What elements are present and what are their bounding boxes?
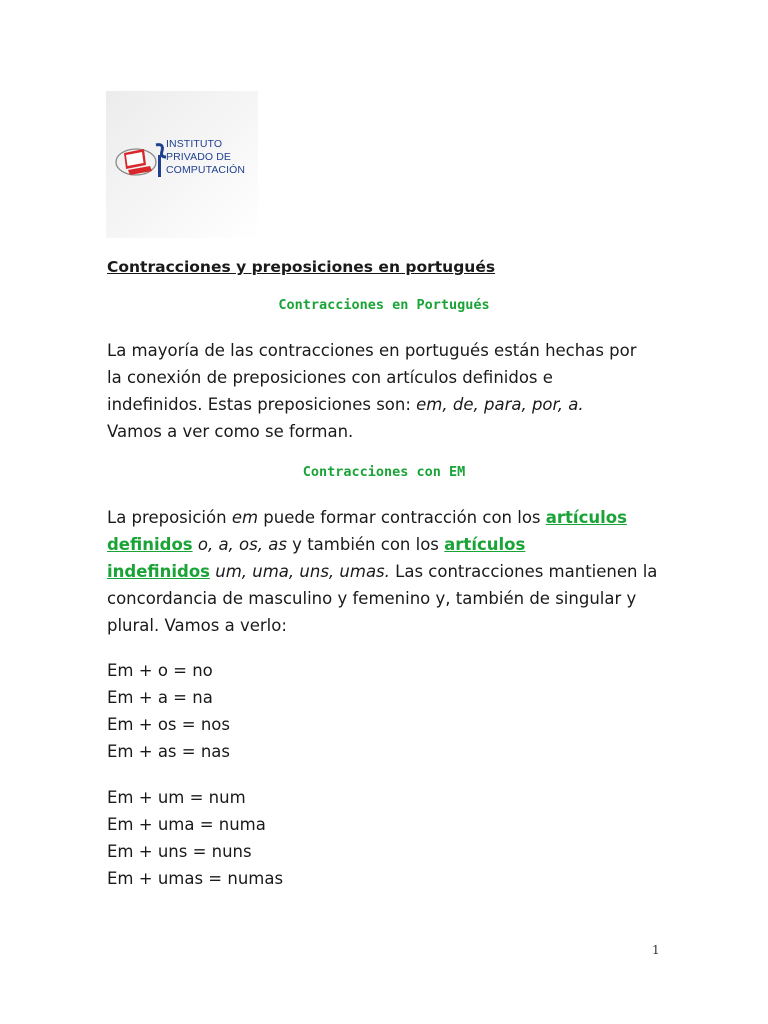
paragraph-text: Las contracciones mantienen la: [389, 562, 658, 581]
definite-contractions-list: [107, 657, 230, 765]
paragraph-line: [107, 558, 667, 585]
list-item: Em + umas = numas: [107, 869, 284, 888]
paragraph-line: [107, 391, 667, 418]
computer-logo-icon: [112, 137, 170, 183]
paragraph-text: puede formar contracción con los: [258, 508, 546, 527]
logo-line: COMPUTACIÓN: [166, 164, 246, 176]
italic-term: um, uma, uns, umas.: [210, 562, 390, 581]
list-item: Em + os = nos: [107, 715, 230, 734]
logo-line: INSTITUTO: [166, 138, 223, 150]
list-item: Em + uma = numa: [107, 815, 266, 834]
link-articulos-definidos[interactable]: definidos: [107, 535, 193, 554]
link-articulos-indefinidos[interactable]: artículos: [444, 535, 526, 554]
intro-paragraph: [107, 337, 667, 445]
section-heading-contracciones: Contracciones en Portugués: [278, 297, 490, 313]
list-item: Em + o = no: [107, 661, 213, 680]
document-title: Contracciones y preposiciones en portugués: [107, 258, 496, 276]
indefinite-contractions-list: [107, 784, 283, 892]
paragraph-line: La mayoría de las contracciones en portugués están hechas por: [107, 341, 637, 360]
paragraph-line: la conexión de preposiciones con artículos definidos e: [107, 368, 553, 387]
paragraph-text: La preposición: [107, 508, 232, 527]
em-paragraph: [107, 504, 667, 639]
italic-term: o, a, os, as: [192, 535, 287, 554]
list-item: Em + uns = nuns: [107, 842, 252, 861]
page-number: 1: [652, 943, 660, 957]
logo-line: PRIVADO DE: [166, 151, 231, 163]
link-articulos-indefinidos[interactable]: indefinidos: [107, 562, 211, 581]
paragraph-text: indefinidos. Estas preposiciones son:: [107, 395, 417, 414]
logo-wordmark: [166, 138, 245, 177]
prepositions-list: em, de, para, por, a.: [416, 395, 584, 414]
paragraph-line: [107, 504, 667, 531]
paragraph-text: y también con los: [286, 535, 445, 554]
italic-term: em: [231, 508, 259, 527]
list-item: Em + as = nas: [107, 742, 231, 761]
list-item: Em + a = na: [107, 688, 213, 707]
logo-panel: [106, 91, 258, 238]
list-item: Em + um = num: [107, 788, 246, 807]
section-heading-em: Contracciones con EM: [302, 464, 466, 480]
paragraph-line: [107, 531, 667, 558]
paragraph-line: Vamos a ver como se forman.: [107, 422, 354, 441]
paragraph-line: concordancia de masculino y femenino y, también de singular y: [107, 589, 637, 608]
paragraph-line: plural. Vamos a verlo:: [107, 616, 287, 635]
link-articulos-definidos[interactable]: artículos: [545, 508, 627, 527]
